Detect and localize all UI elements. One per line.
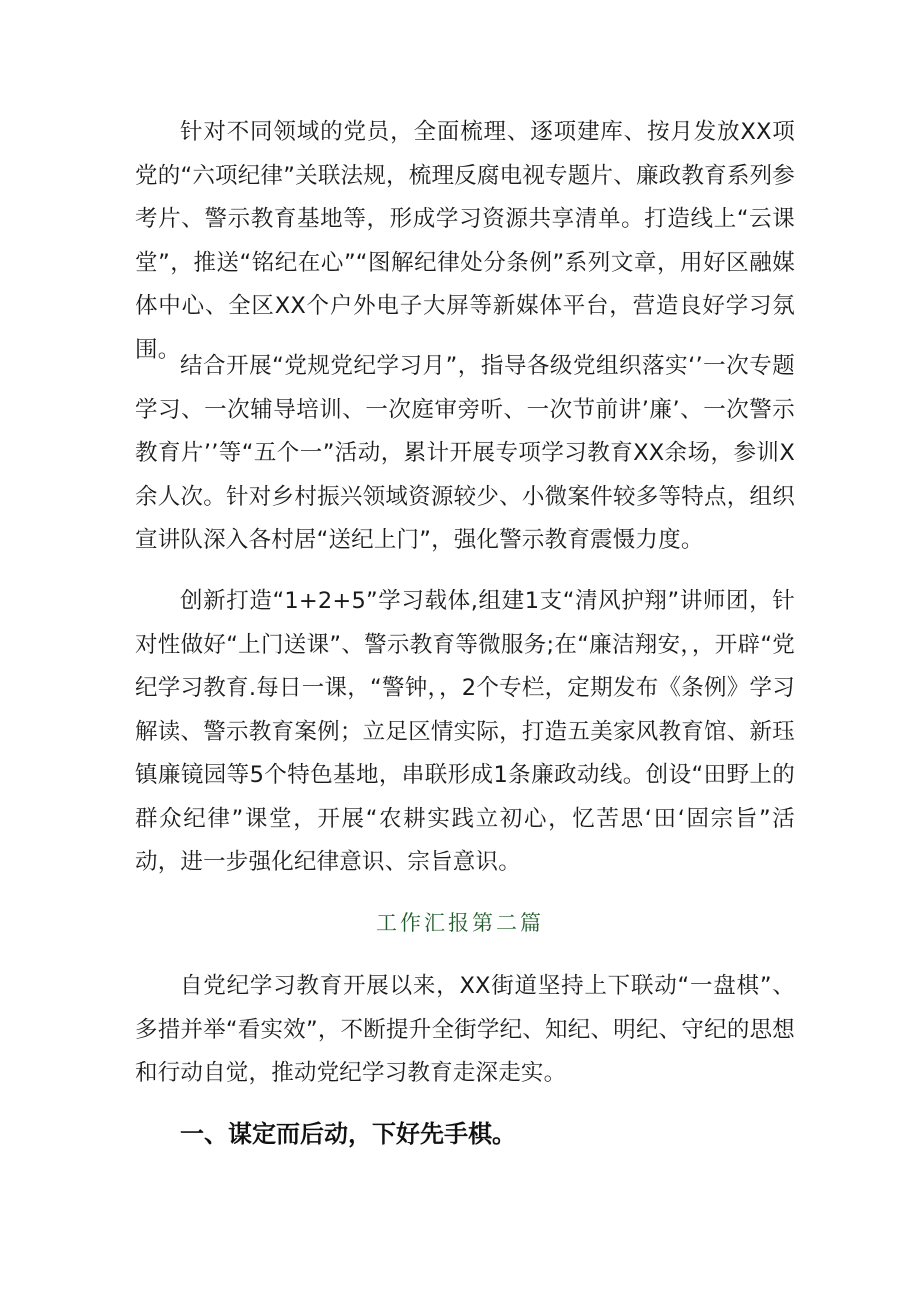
paragraph-study-month: 结合开展“党规党纪学习月”，指导各级党组织落实‘’一次专题学习、一次辅导培训、一次庭审旁听、一次节前讲’廉’、一次警示教育片’’等“五个一”活动，累计开展专项学习教育XX余场，参训X余人次。针对乡村振兴领域资源较少、小微案件较多等特点，组织宣讲队深入各村居“送纪上门”，强化警示教育震慑力度。 <box>135 353 795 553</box>
heading-level-one: 一、谋定而后动，下好先手棋。 <box>180 1120 516 1148</box>
section-title: 工作汇报第二篇 <box>376 911 544 935</box>
paragraph-learning-resources: 针对不同领域的党员，全面梳理、逐项建库、按月发放XX项党的“六项纪律”关联法规，梳理反腐电视专题片、廉政教育系列参考片、警示教育基地等，形成学习资源共享清单。打造线上“云课堂”，推送“铭纪在心”“图解纪律处分条例”系列文章，用好区融媒体中心、全区XX个户外电子大屏等新媒体平台，营造良好学习氛围。 <box>135 119 795 363</box>
paragraph-section-intro: 自党纪学习教育开展以来，XX街道坚持上下联动“一盘棋”、多措并举“看实效”，不断提升全街学纪、知纪、明纪、守纪的思想和行动自觉，推动党纪学习教育走深走实。 <box>135 973 795 1086</box>
paragraph-learning-carrier: 创新打造“1+2+5”学习载体,组建1支“清风护翔”讲师团，针对性做好“上门送课”、警示教育等微服务;在“廉洁翔安，，开辟“党纪学习教育.每日一课，“警钟，，2个专栏，定期发布《条例》学习解读、警示教育案例；立足区情实际，打造五美家风教育馆、新珏镇廉镜园等5个特色基地，串联形成1条廉政动线。创设“田野上的群众纪律”课堂，开展“农耕实践立初心，忆苦思‘田‘固宗旨”活动，进一步强化纪律意识、宗旨意识。 <box>135 588 795 875</box>
